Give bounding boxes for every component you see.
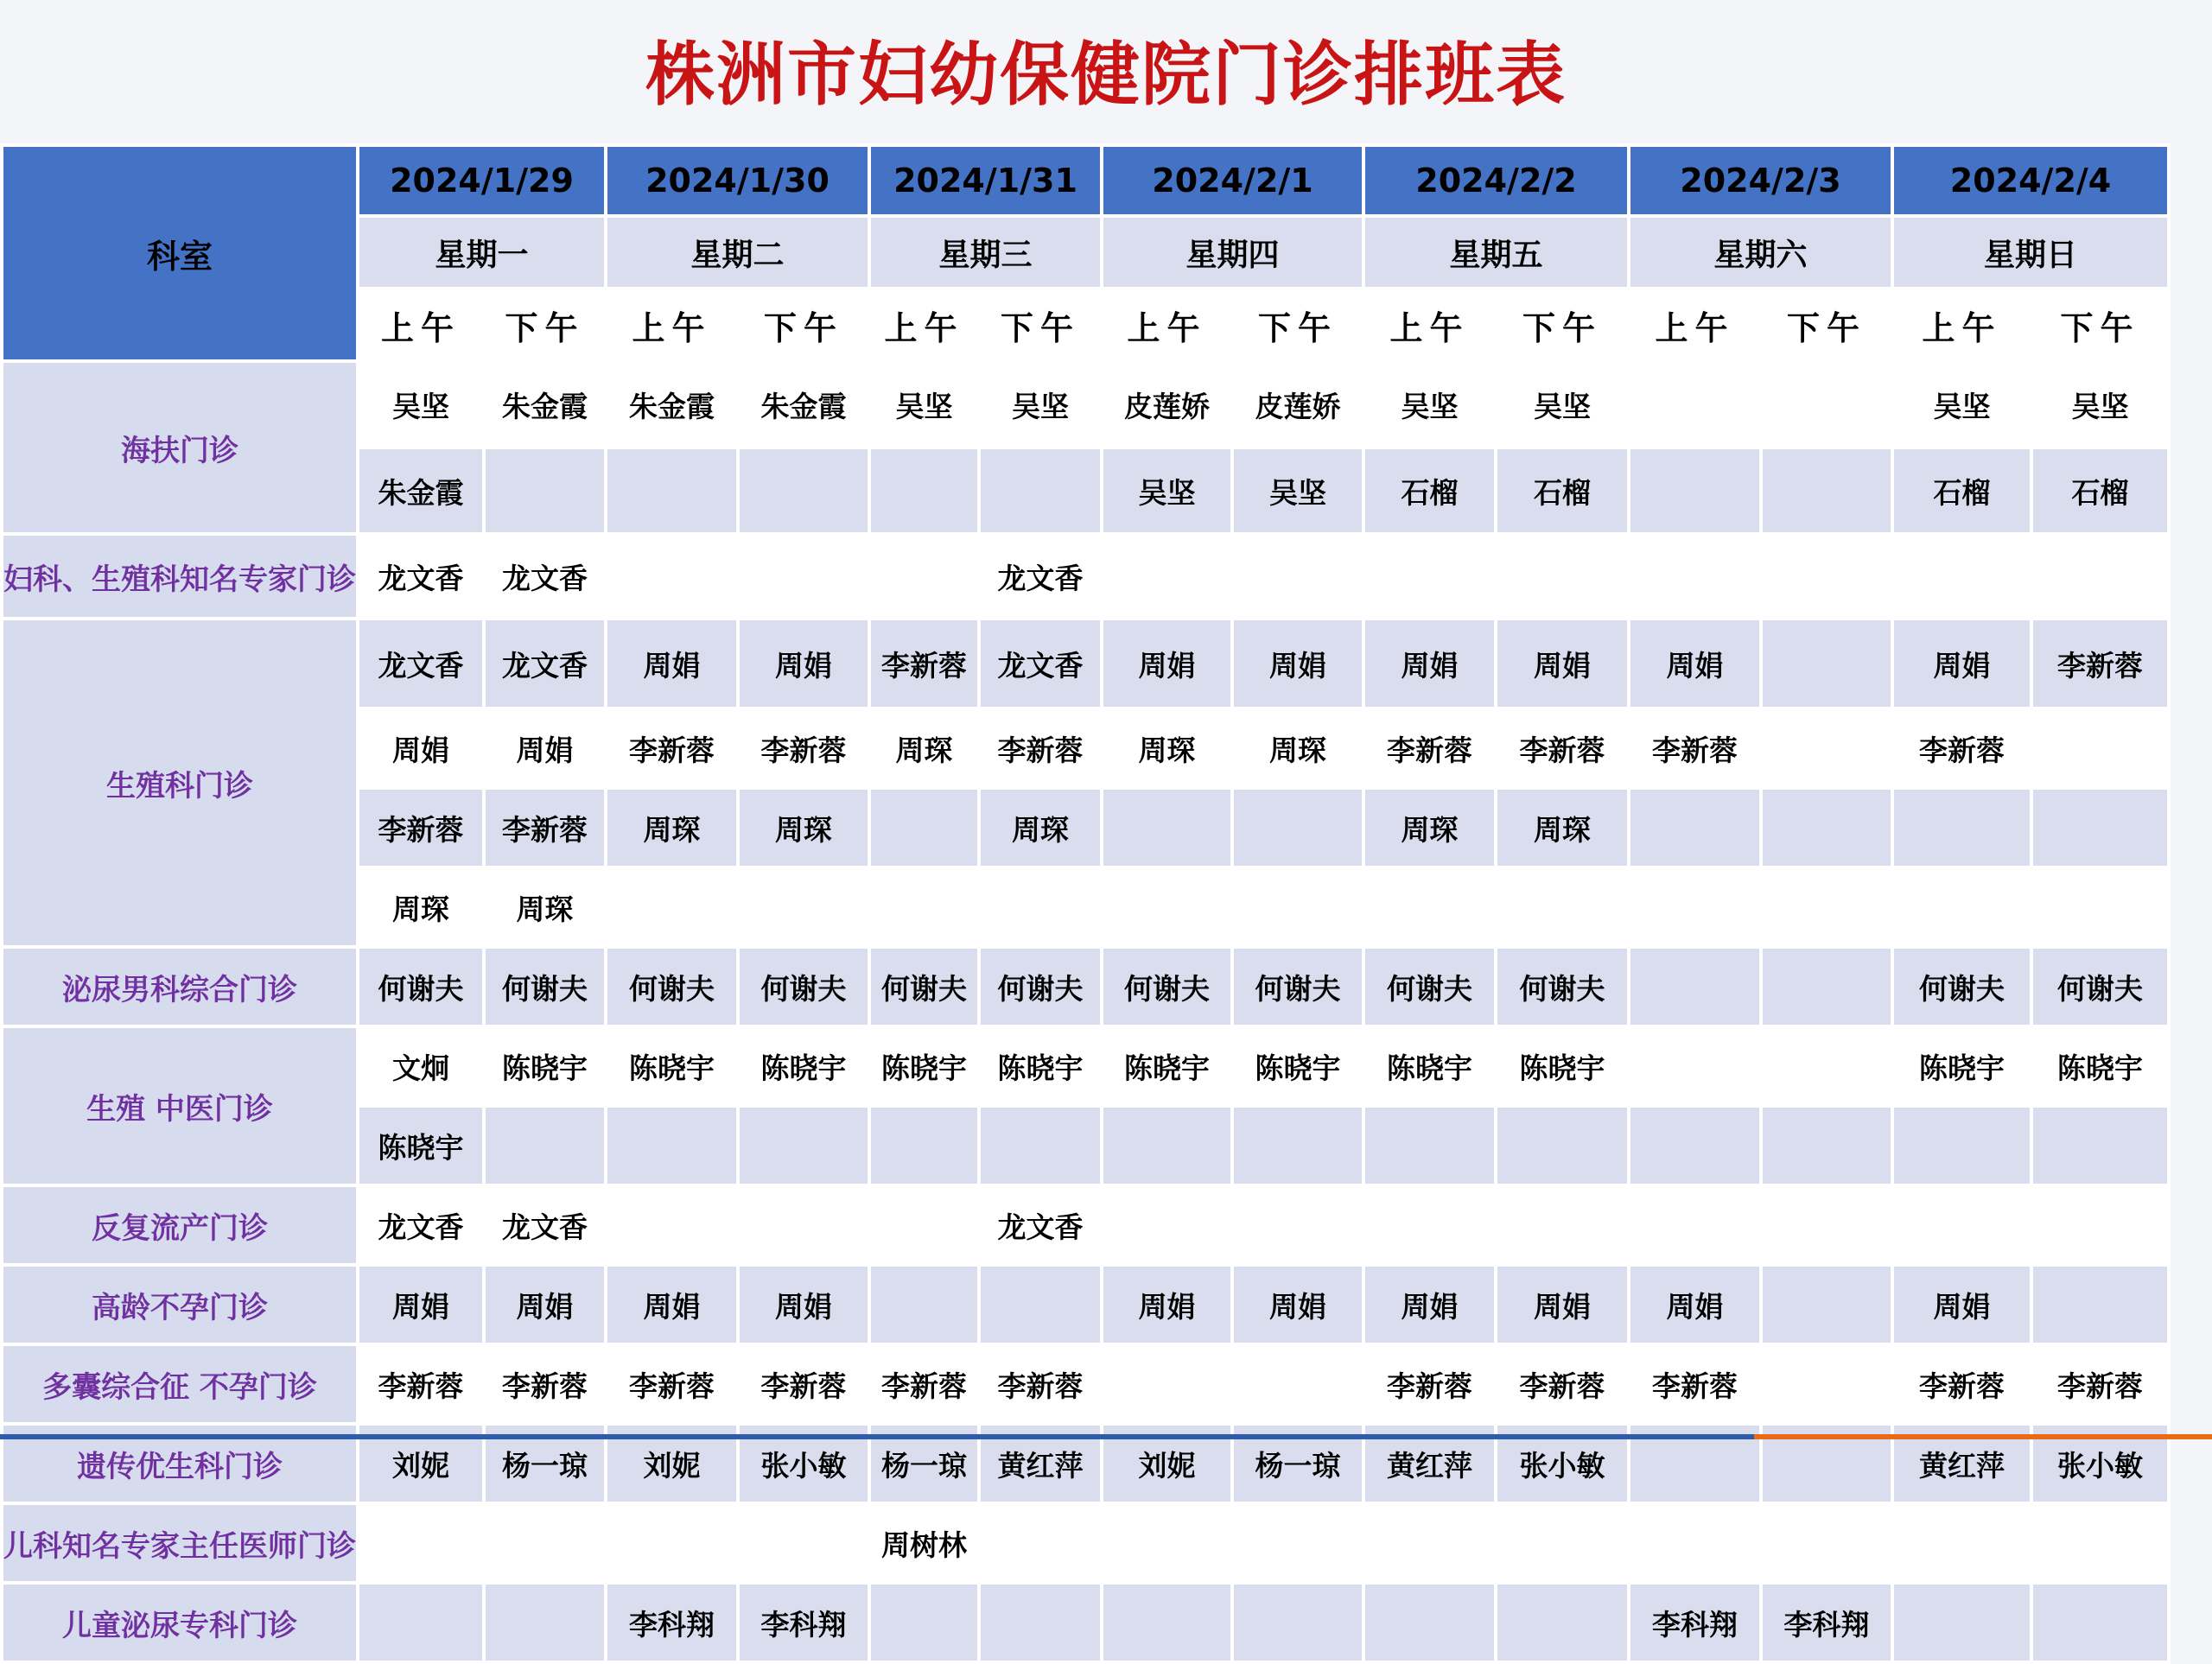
doctor-cell: 周琛 [1497, 790, 1627, 866]
doctor-cell: 陈晓宇 [607, 1028, 736, 1104]
doctor-cell: 石榴 [1497, 449, 1627, 532]
doctor-cell: 周娟 [1103, 620, 1230, 707]
doctor-cell: 刘妮 [1103, 1426, 1230, 1502]
doctor-cell: 何谢夫 [740, 949, 868, 1025]
doctor-cell [740, 1108, 868, 1184]
doctor-cell: 李新蓉 [981, 710, 1100, 786]
doctor-cell [1103, 790, 1230, 866]
doctor-cell: 龙文香 [486, 536, 604, 617]
doctor-cell: 黄红萍 [1894, 1426, 2030, 1502]
doctor-cell: 周娟 [740, 620, 868, 707]
doctor-cell [1497, 1505, 1627, 1581]
doctor-cell: 何谢夫 [981, 949, 1100, 1025]
doctor-cell [2033, 1585, 2167, 1661]
footer-bar-orange [1754, 1434, 2212, 1439]
doctor-cell [1497, 1585, 1627, 1661]
schedule-row [3, 1505, 2167, 1581]
doctor-cell [871, 790, 977, 866]
doctor-cell: 李新蓉 [1894, 710, 2030, 786]
doctor-cell [486, 1108, 604, 1184]
doctor-cell [1763, 1028, 1891, 1104]
doctor-cell: 何谢夫 [359, 949, 482, 1025]
doctor-cell [1630, 949, 1759, 1025]
doctor-cell [871, 1585, 977, 1661]
doctor-cell: 张小敏 [740, 1426, 868, 1502]
doctor-cell: 李新蓉 [1365, 1346, 1494, 1422]
schedule-row [3, 1028, 2167, 1104]
doctor-cell: 周娟 [1103, 1267, 1230, 1343]
doctor-cell: 李科翔 [1630, 1585, 1759, 1661]
doctor-cell [1234, 1187, 1362, 1263]
department-name: 遗传优生科门诊 [3, 1426, 356, 1502]
doctor-cell: 何谢夫 [486, 949, 604, 1025]
doctor-cell [1365, 1108, 1494, 1184]
doctor-cell [871, 1187, 977, 1263]
doctor-cell: 何谢夫 [1234, 949, 1362, 1025]
doctor-cell [1497, 869, 1627, 945]
doctor-cell: 李新蓉 [486, 1346, 604, 1422]
doctor-cell: 何谢夫 [1894, 949, 2030, 1025]
doctor-cell: 李新蓉 [359, 1346, 482, 1422]
doctor-cell [1763, 869, 1891, 945]
doctor-cell [1630, 363, 1759, 446]
doctor-cell [871, 1108, 977, 1184]
doctor-cell: 周琛 [740, 790, 868, 866]
schedule-row [3, 1346, 2167, 1422]
doctor-cell: 朱金霞 [359, 449, 482, 532]
doctor-cell: 周娟 [359, 710, 482, 786]
doctor-cell [981, 1267, 1100, 1343]
weekday-header: 星期一 [359, 218, 604, 287]
date-header: 2024/2/3 [1630, 147, 1891, 214]
doctor-cell [1103, 869, 1230, 945]
doctor-cell [1630, 536, 1759, 617]
doctor-cell: 文炯 [359, 1028, 482, 1104]
doctor-cell [740, 869, 868, 945]
doctor-cell: 龙文香 [359, 1187, 482, 1263]
doctor-cell: 陈晓宇 [1234, 1028, 1362, 1104]
doctor-cell [1365, 1187, 1494, 1263]
weekday-header: 星期五 [1365, 218, 1627, 287]
doctor-cell [2033, 710, 2167, 786]
doctor-cell [1103, 1108, 1230, 1184]
schedule-row [3, 1267, 2167, 1343]
doctor-cell: 周琛 [1234, 710, 1362, 786]
doctor-cell: 吴坚 [1497, 363, 1627, 446]
doctor-cell [486, 449, 604, 532]
date-header: 2024/2/2 [1365, 147, 1627, 214]
page-title: 株洲市妇幼保健院门诊排班表 [645, 35, 1567, 115]
doctor-cell: 皮莲娇 [1234, 363, 1362, 446]
doctor-cell: 周娟 [1630, 1267, 1759, 1343]
doctor-cell [1234, 1346, 1362, 1422]
doctor-cell: 李新蓉 [1365, 710, 1494, 786]
schedule-row [3, 536, 2167, 617]
doctor-cell [1763, 1346, 1891, 1422]
doctor-cell: 李科翔 [1763, 1585, 1891, 1661]
doctor-cell [1763, 449, 1891, 532]
doctor-cell: 朱金霞 [486, 363, 604, 446]
doctor-cell [359, 1585, 482, 1661]
doctor-cell: 李新蓉 [359, 790, 482, 866]
morning-header: 上午 [1894, 290, 2030, 359]
doctor-cell: 周娟 [1234, 620, 1362, 707]
doctor-cell [740, 449, 868, 532]
doctor-cell: 周琛 [1103, 710, 1230, 786]
doctor-cell: 李新蓉 [2033, 620, 2167, 707]
doctor-cell: 周娟 [1894, 620, 2030, 707]
doctor-cell: 陈晓宇 [1365, 1028, 1494, 1104]
doctor-cell: 陈晓宇 [359, 1108, 482, 1184]
doctor-cell: 周娟 [607, 1267, 736, 1343]
doctor-cell: 李新蓉 [1630, 710, 1759, 786]
doctor-cell [486, 1505, 604, 1581]
morning-header: 上午 [359, 290, 482, 359]
doctor-cell [607, 1505, 736, 1581]
doctor-cell: 周娟 [1365, 620, 1494, 707]
doctor-cell: 杨一琼 [1234, 1426, 1362, 1502]
doctor-cell [1497, 536, 1627, 617]
doctor-cell [1497, 1108, 1627, 1184]
afternoon-header: 下午 [1497, 290, 1627, 359]
doctor-cell: 刘妮 [607, 1426, 736, 1502]
afternoon-header: 下午 [2033, 290, 2167, 359]
doctor-cell: 陈晓宇 [486, 1028, 604, 1104]
date-header: 2024/2/4 [1894, 147, 2167, 214]
doctor-cell [2033, 1108, 2167, 1184]
doctor-cell: 周娟 [740, 1267, 868, 1343]
schedule-row [3, 620, 2167, 707]
department-name: 生殖 中医门诊 [3, 1028, 356, 1184]
doctor-cell: 周娟 [1894, 1267, 2030, 1343]
doctor-cell: 李新蓉 [740, 1346, 868, 1422]
doctor-cell [1763, 620, 1891, 707]
doctor-cell: 吴坚 [1365, 363, 1494, 446]
doctor-cell: 陈晓宇 [871, 1028, 977, 1104]
doctor-cell [1894, 1585, 2030, 1661]
doctor-cell [1630, 1505, 1759, 1581]
department-name: 多囊综合征 不孕门诊 [3, 1346, 356, 1422]
doctor-cell [1630, 1028, 1759, 1104]
doctor-cell [1763, 536, 1891, 617]
doctor-cell [1763, 1187, 1891, 1263]
afternoon-header: 下午 [486, 290, 604, 359]
doctor-cell: 何谢夫 [607, 949, 736, 1025]
doctor-cell [981, 1505, 1100, 1581]
doctor-cell: 李新蓉 [2033, 1346, 2167, 1422]
schedule-row [3, 1187, 2167, 1263]
doctor-cell [1763, 1108, 1891, 1184]
weekday-header: 星期三 [871, 218, 1100, 287]
doctor-cell [1103, 1505, 1230, 1581]
doctor-cell: 石榴 [2033, 449, 2167, 532]
morning-header: 上午 [607, 290, 736, 359]
doctor-cell: 杨一琼 [871, 1426, 977, 1502]
doctor-cell: 吴坚 [2033, 363, 2167, 446]
afternoon-header: 下午 [1763, 290, 1891, 359]
doctor-cell: 李新蓉 [981, 1346, 1100, 1422]
doctor-cell: 陈晓宇 [1497, 1028, 1627, 1104]
doctor-cell: 陈晓宇 [2033, 1028, 2167, 1104]
doctor-cell [981, 1108, 1100, 1184]
weekday-header: 星期日 [1894, 218, 2167, 287]
doctor-cell [1103, 1585, 1230, 1661]
doctor-cell: 何谢夫 [1103, 949, 1230, 1025]
doctor-cell: 李新蓉 [1894, 1346, 2030, 1422]
doctor-cell: 李新蓉 [871, 620, 977, 707]
doctor-cell [2033, 869, 2167, 945]
morning-header: 上午 [1103, 290, 1230, 359]
doctor-cell [981, 449, 1100, 532]
doctor-cell [1894, 1505, 2030, 1581]
afternoon-header: 下午 [740, 290, 868, 359]
doctor-cell: 李新蓉 [607, 1346, 736, 1422]
doctor-cell: 龙文香 [981, 1187, 1100, 1263]
doctor-cell: 周娟 [359, 1267, 482, 1343]
doctor-cell: 皮莲娇 [1103, 363, 1230, 446]
doctor-cell [607, 1108, 736, 1184]
doctor-cell: 李新蓉 [607, 710, 736, 786]
schedule-row [3, 363, 2167, 446]
doctor-cell: 周琛 [359, 869, 482, 945]
doctor-cell [871, 536, 977, 617]
morning-header: 上午 [1630, 290, 1759, 359]
doctor-cell [1894, 790, 2030, 866]
doctor-cell [1894, 1108, 2030, 1184]
doctor-cell: 李科翔 [740, 1585, 868, 1661]
doctor-cell: 吴坚 [871, 363, 977, 446]
doctor-cell [871, 449, 977, 532]
doctor-cell: 周娟 [1630, 620, 1759, 707]
doctor-cell [981, 1585, 1100, 1661]
doctor-cell [2033, 790, 2167, 866]
weekday-header: 星期二 [607, 218, 868, 287]
weekday-header: 星期六 [1630, 218, 1891, 287]
doctor-cell [1630, 1108, 1759, 1184]
doctor-cell [871, 869, 977, 945]
doctor-cell [1234, 1505, 1362, 1581]
doctor-cell [1763, 1267, 1891, 1343]
doctor-cell: 龙文香 [981, 620, 1100, 707]
doctor-cell [981, 869, 1100, 945]
date-header: 2024/1/31 [871, 147, 1100, 214]
doctor-cell: 龙文香 [981, 536, 1100, 617]
doctor-cell: 石榴 [1365, 449, 1494, 532]
department-name: 泌尿男科综合门诊 [3, 949, 356, 1025]
department-name: 高龄不孕门诊 [3, 1267, 356, 1343]
doctor-cell: 陈晓宇 [981, 1028, 1100, 1104]
doctor-cell: 吴坚 [1894, 363, 2030, 446]
department-name: 儿科知名专家主任医师门诊 [3, 1505, 356, 1581]
afternoon-header: 下午 [981, 290, 1100, 359]
doctor-cell [1497, 1187, 1627, 1263]
doctor-cell: 龙文香 [486, 620, 604, 707]
doctor-cell [1763, 790, 1891, 866]
doctor-cell: 吴坚 [359, 363, 482, 446]
doctor-cell: 周娟 [486, 710, 604, 786]
doctor-cell: 周琛 [871, 710, 977, 786]
doctor-cell [1763, 363, 1891, 446]
doctor-cell: 朱金霞 [607, 363, 736, 446]
doctor-cell [1234, 1108, 1362, 1184]
doctor-cell [1894, 1187, 2030, 1263]
dept-column-header: 科室 [3, 147, 356, 359]
doctor-cell [1763, 710, 1891, 786]
schedule-row [3, 1585, 2167, 1661]
doctor-cell [1630, 449, 1759, 532]
doctor-cell [1630, 869, 1759, 945]
date-header: 2024/2/1 [1103, 147, 1362, 214]
doctor-cell: 吴坚 [1103, 449, 1230, 532]
doctor-cell [1103, 536, 1230, 617]
doctor-cell: 周树林 [871, 1505, 977, 1581]
doctor-cell: 周琛 [981, 790, 1100, 866]
department-name: 海扶门诊 [3, 363, 356, 532]
department-name: 妇科、生殖科知名专家门诊 [3, 536, 356, 617]
doctor-cell: 李新蓉 [871, 1346, 977, 1422]
doctor-cell: 何谢夫 [1497, 949, 1627, 1025]
doctor-cell [871, 1267, 977, 1343]
doctor-cell [740, 1505, 868, 1581]
doctor-cell: 吴坚 [1234, 449, 1362, 532]
doctor-cell: 陈晓宇 [1894, 1028, 2030, 1104]
doctor-cell [1630, 1187, 1759, 1263]
doctor-cell [1365, 869, 1494, 945]
doctor-cell: 黄红萍 [1365, 1426, 1494, 1502]
doctor-cell [359, 1505, 482, 1581]
doctor-cell: 何谢夫 [871, 949, 977, 1025]
doctor-cell [1365, 536, 1494, 617]
doctor-cell: 陈晓宇 [1103, 1028, 1230, 1104]
doctor-cell [1763, 1505, 1891, 1581]
doctor-cell [1103, 1187, 1230, 1263]
doctor-cell: 张小敏 [1497, 1426, 1627, 1502]
doctor-cell [1894, 536, 2030, 617]
doctor-cell: 龙文香 [359, 620, 482, 707]
footer-bar-blue [0, 1434, 1754, 1439]
doctor-cell [1763, 949, 1891, 1025]
schedule-row [3, 949, 2167, 1025]
doctor-cell: 黄红萍 [981, 1426, 1100, 1502]
doctor-cell [486, 1585, 604, 1661]
doctor-cell: 石榴 [1894, 449, 2030, 532]
doctor-cell: 周娟 [1365, 1267, 1494, 1343]
doctor-cell [607, 449, 736, 532]
department-name: 生殖科门诊 [3, 620, 356, 945]
doctor-cell: 刘妮 [359, 1426, 482, 1502]
doctor-cell [2033, 1187, 2167, 1263]
doctor-cell [607, 536, 736, 617]
doctor-cell: 李新蓉 [1630, 1346, 1759, 1422]
doctor-cell: 李新蓉 [1497, 710, 1627, 786]
weekday-header: 星期四 [1103, 218, 1362, 287]
morning-header: 上午 [871, 290, 977, 359]
doctor-cell [1234, 790, 1362, 866]
date-header: 2024/1/30 [607, 147, 868, 214]
doctor-cell [2033, 1505, 2167, 1581]
doctor-cell [1894, 869, 2030, 945]
doctor-cell [2033, 536, 2167, 617]
doctor-cell: 周娟 [486, 1267, 604, 1343]
doctor-cell [1103, 1346, 1230, 1422]
morning-header: 上午 [1365, 290, 1494, 359]
doctor-cell: 李新蓉 [486, 790, 604, 866]
doctor-cell: 周娟 [1234, 1267, 1362, 1343]
doctor-cell [1234, 1585, 1362, 1661]
doctor-cell [1365, 1585, 1494, 1661]
doctor-cell: 李新蓉 [1497, 1346, 1627, 1422]
doctor-cell: 杨一琼 [486, 1426, 604, 1502]
doctor-cell: 周娟 [1497, 1267, 1627, 1343]
doctor-cell [1234, 869, 1362, 945]
doctor-cell [1365, 1505, 1494, 1581]
doctor-cell: 龙文香 [359, 536, 482, 617]
doctor-cell: 朱金霞 [740, 363, 868, 446]
doctor-cell: 张小敏 [2033, 1426, 2167, 1502]
doctor-cell: 吴坚 [981, 363, 1100, 446]
doctor-cell: 李新蓉 [740, 710, 868, 786]
doctor-cell: 周琛 [1365, 790, 1494, 866]
department-name: 儿童泌尿专科门诊 [3, 1585, 356, 1661]
doctor-cell: 周娟 [1497, 620, 1627, 707]
doctor-cell [1234, 536, 1362, 617]
doctor-cell: 何谢夫 [1365, 949, 1494, 1025]
doctor-cell: 周琛 [607, 790, 736, 866]
doctor-cell [2033, 1267, 2167, 1343]
doctor-cell: 何谢夫 [2033, 949, 2167, 1025]
doctor-cell: 李科翔 [607, 1585, 736, 1661]
doctor-cell: 龙文香 [486, 1187, 604, 1263]
doctor-cell [740, 1187, 868, 1263]
doctor-cell [607, 869, 736, 945]
doctor-cell: 周琛 [486, 869, 604, 945]
afternoon-header: 下午 [1234, 290, 1362, 359]
doctor-cell: 周娟 [607, 620, 736, 707]
doctor-cell [740, 536, 868, 617]
doctor-cell [607, 1187, 736, 1263]
doctor-cell [1630, 790, 1759, 866]
department-name: 反复流产门诊 [3, 1187, 356, 1263]
doctor-cell: 陈晓宇 [740, 1028, 868, 1104]
date-header: 2024/1/29 [359, 147, 604, 214]
